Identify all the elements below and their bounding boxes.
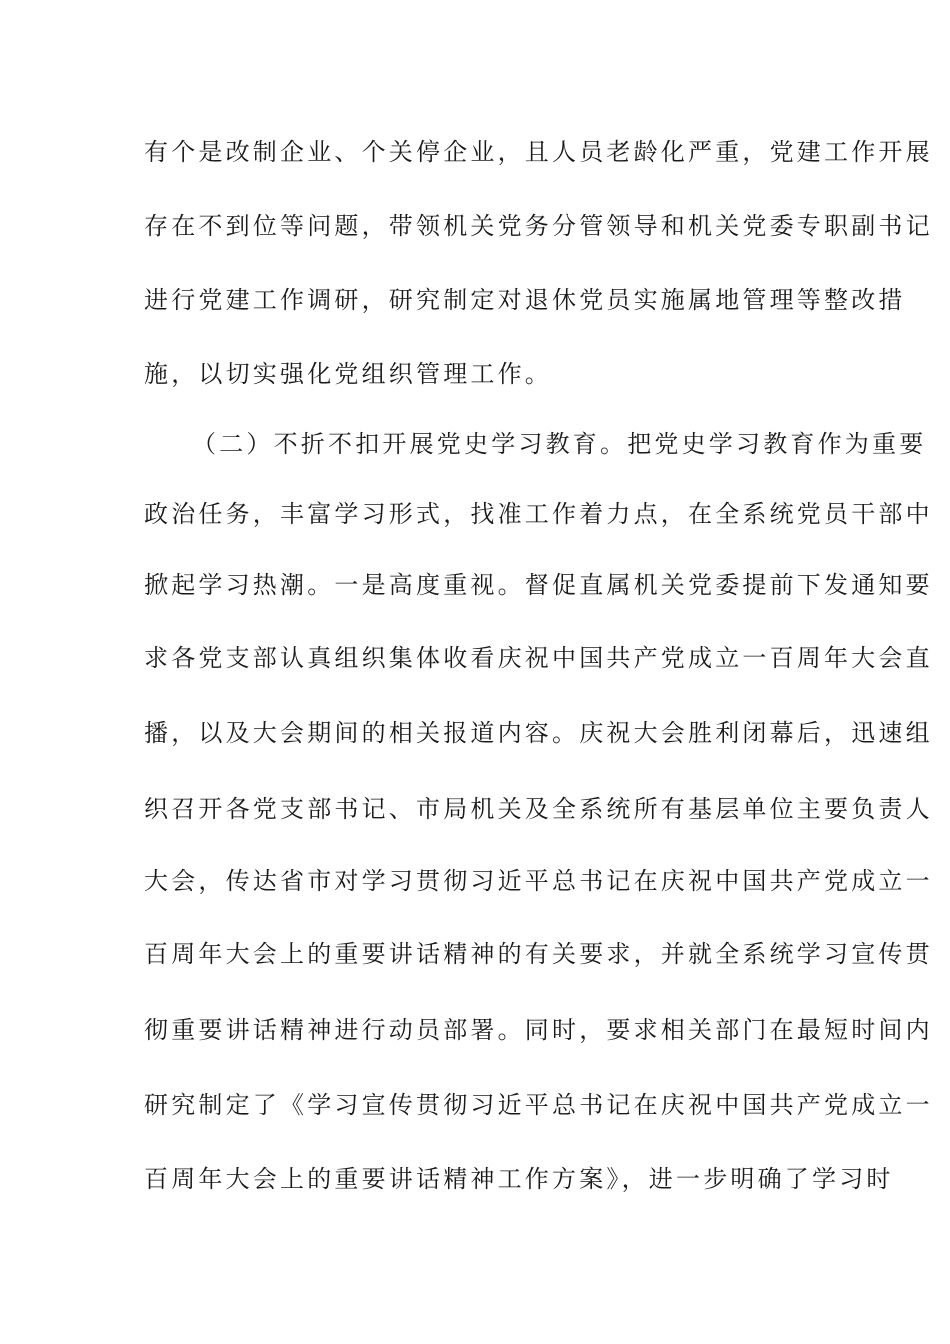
body-text-line: 大会，传达省市对学习贯彻习近平总书记在庆祝中国共产党成立一 (144, 867, 933, 895)
body-text-line: 百周年大会上的重要讲话精神工作方案》，进一步明确了学习时 (144, 1165, 894, 1193)
body-text-line: 有个是改制企业、个关停企业，且人员老龄化严重，党建工作开展 (144, 138, 933, 166)
body-text-line: 掀起学习热潮。一是高度重视。督促直属机关党委提前下发通知要 (144, 571, 933, 599)
body-text-line: 织召开各党支部书记、市局机关及全系统所有基层单位主要负责人 (144, 795, 933, 823)
body-text-line: 百周年大会上的重要讲话精神的有关要求，并就全系统学习宣传贯 (144, 940, 933, 968)
body-text-line: 存在不到位等问题，带领机关党务分管领导和机关党委专职副书记 (144, 212, 933, 240)
body-text-line: 求各党支部认真组织集体收看庆祝中国共产党成立一百周年大会直 (144, 644, 933, 672)
body-text-line: 进行党建工作调研，研究制定对退休党员实施属地管理等整改措 (144, 286, 906, 314)
body-text-line: 播，以及大会期间的相关报道内容。庆祝大会胜利闭幕后，迅速组 (144, 719, 933, 747)
body-text-line: 彻重要讲话精神进行动员部署。同时，要求相关部门在最短时间内 (144, 1016, 933, 1044)
body-text-line: 施，以切实强化党组织管理工作。 (144, 360, 552, 388)
body-text-line: 政治任务，丰富学习形式，找准工作着力点，在全系统党员干部中 (144, 500, 933, 528)
body-text-line: 研究制定了《学习宣传贯彻习近平总书记在庆祝中国共产党成立一 (144, 1091, 933, 1119)
section-heading-line: （二）不折不扣开展党史学习教育。把党史学习教育作为重要 (192, 430, 927, 458)
